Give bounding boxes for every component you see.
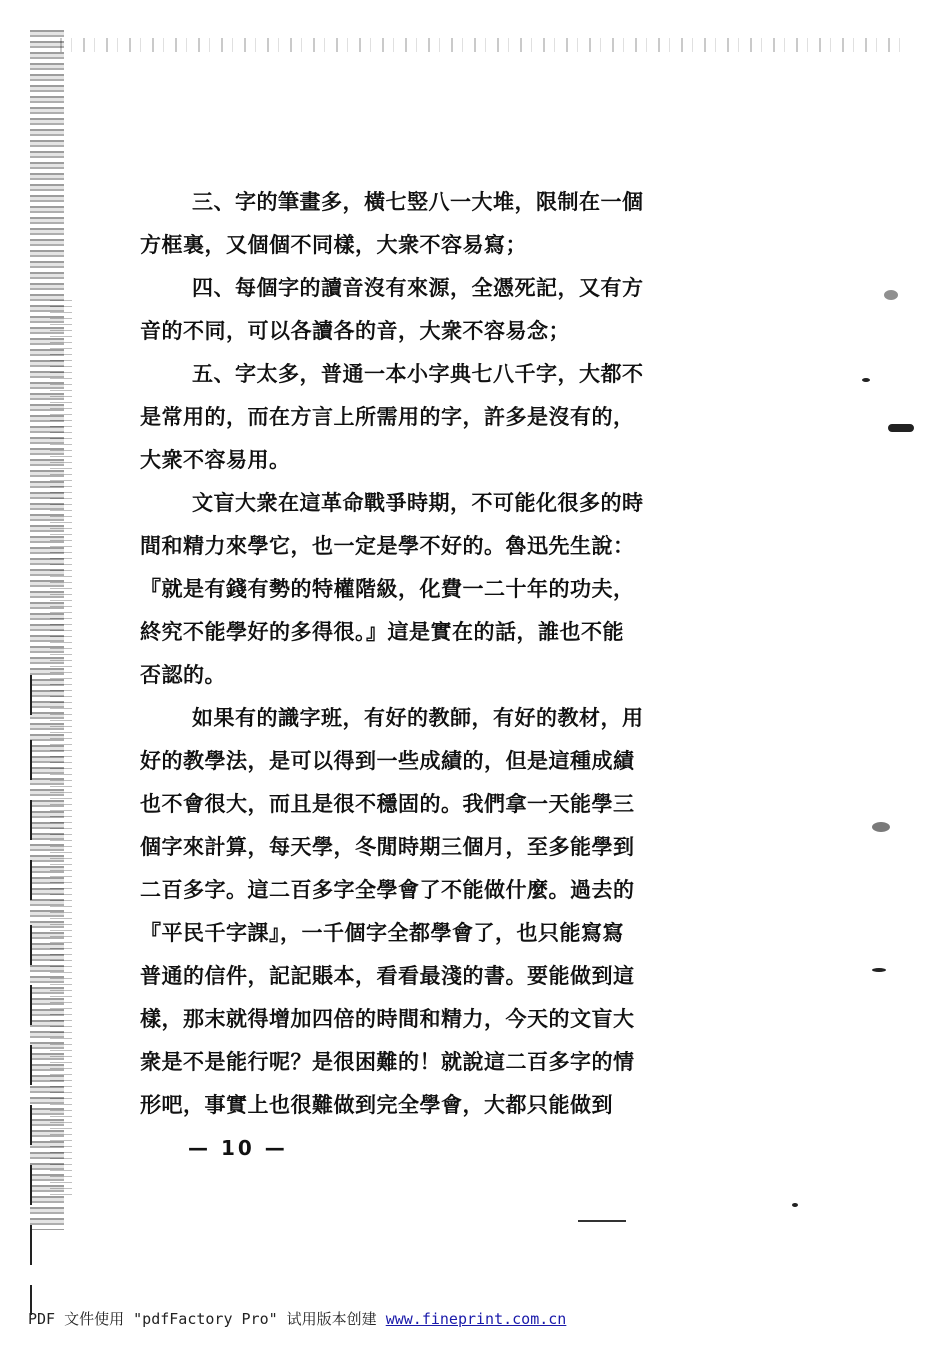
paragraph: [140, 352, 760, 481]
margin-mark: [30, 1225, 32, 1265]
text-line: 也不會很大，而且是很不穩固的。我們拿一天能學三: [140, 791, 635, 816]
margin-mark: [30, 1045, 32, 1085]
text-line: 二百多字。這二百多字全學會了不能做什麼。過去的: [140, 877, 635, 902]
text-line: 樣，那末就得增加四倍的時間和精力，今天的文盲大: [140, 1006, 635, 1031]
scan-edge-noise: [50, 300, 72, 1200]
margin-mark: [30, 1105, 32, 1145]
ink-speck: [872, 968, 886, 972]
page-number: — 10 —: [188, 1136, 288, 1160]
text-line: 是常用的，而在方言上所需用的字，許多是沒有的，: [140, 404, 635, 429]
text-line: 普通的信件，記記賬本，看看最淺的書。要能做到這: [140, 963, 635, 988]
margin-mark: [30, 675, 32, 715]
pdf-footer: [28, 1308, 566, 1329]
scan-rule: [578, 1220, 626, 1222]
text-line: 『平民千字課』，一千個字全都學會了，也只能寫寫: [140, 920, 624, 945]
text-line: 形吧，事實上也很難做到完全學會，大都只能做到: [140, 1092, 613, 1117]
text-line: 大衆不容易用。: [140, 447, 291, 472]
margin-mark: [30, 800, 32, 840]
text-line: 三、字的筆畫多，橫七竪八一大堆，限制在一個: [192, 189, 644, 214]
ink-speck: [884, 290, 898, 300]
footer-link[interactable]: www.fineprint.com.cn: [385, 1310, 567, 1328]
paragraph: [140, 696, 760, 1126]
text-line: 文盲大衆在這革命戰爭時期，不可能化很多的時: [192, 490, 644, 515]
text-line: 間和精力來學它，也一定是學不好的。魯迅先生說：: [140, 533, 635, 558]
text-line: 如果有的識字班，有好的教師，有好的教材，用: [192, 705, 644, 730]
text-line: 終究不能學好的多得很。』這是實在的話，誰也不能: [140, 619, 624, 644]
text-line: 方框裏，又個個不同樣，大衆不容易寫；: [140, 232, 527, 257]
paragraph: [140, 481, 760, 696]
text-line: 好的教學法，是可以得到一些成績的，但是這種成績: [140, 748, 635, 773]
ink-speck: [792, 1203, 798, 1207]
margin-mark: [30, 860, 32, 900]
margin-mark: [30, 1165, 32, 1205]
text-line: 音的不同，可以各讀各的音，大衆不容易念；: [140, 318, 570, 343]
paragraph: [140, 180, 760, 266]
margin-mark: [30, 925, 32, 965]
paragraph: [140, 266, 760, 352]
text-line: 否認的。: [140, 662, 226, 687]
text-line: 五、字太多，普通一本小字典七八千字，大都不: [192, 361, 644, 386]
ink-speck: [888, 424, 914, 432]
text-line: 衆是不是能行呢？是很困難的！就說這二百多字的情: [140, 1049, 635, 1074]
ink-speck: [862, 378, 870, 382]
margin-mark: [30, 985, 32, 1025]
ink-speck: [872, 822, 890, 832]
text-line: 個字來計算，每天學，冬閒時期三個月，至多能學到: [140, 834, 635, 859]
footer-text: PDF 文件使用 "pdfFactory Pro" 试用版本创建: [28, 1310, 386, 1328]
scan-top-noise: [60, 38, 910, 52]
text-line: 四、每個字的讀音沒有來源，全憑死記，又有方: [192, 275, 644, 300]
document-body: [140, 180, 760, 1126]
margin-mark: [30, 740, 32, 780]
text-line: 『就是有錢有勢的特權階級，化費一二十年的功夫，: [140, 576, 635, 601]
